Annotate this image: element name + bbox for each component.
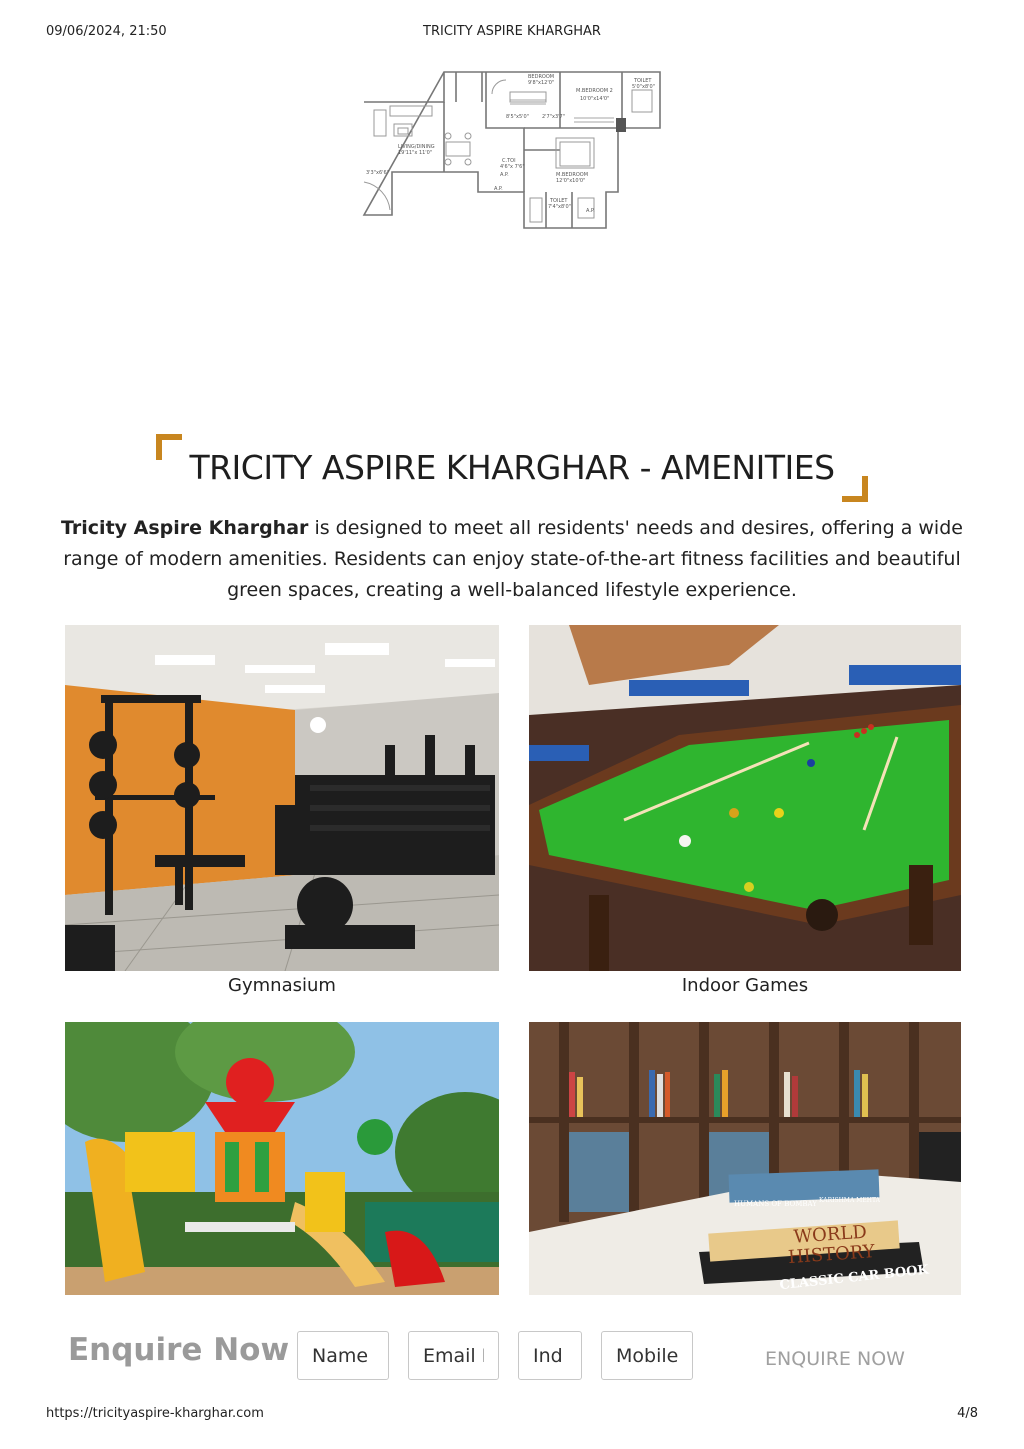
fp-label-ap-1: A.P. bbox=[500, 172, 509, 178]
fp-label-ap-3: A.P. bbox=[586, 208, 595, 214]
fp-label-m-bedroom-size: 12'0"x10'0" bbox=[556, 178, 586, 184]
amenity-card-gymnasium bbox=[65, 625, 499, 1000]
print-header bbox=[46, 24, 978, 42]
amenities-title-block bbox=[150, 432, 874, 504]
amenity-card-indoor-games bbox=[529, 625, 961, 1000]
enquire-now-heading: Enquire Now bbox=[68, 1332, 290, 1368]
gymnasium-photo bbox=[65, 625, 499, 971]
fp-label-toilet-bottom-size: 7'4"x8'0" bbox=[548, 204, 572, 210]
fp-label-passage-size: 8'5"x5'0" bbox=[506, 114, 530, 120]
fp-label-balcony-size: 3'3"x6'6" bbox=[366, 170, 390, 176]
book-title-humans: HUMANS OF BOMBAY bbox=[734, 1200, 817, 1208]
fp-label-toilet-bottom: TOILET bbox=[550, 198, 568, 204]
fp-label-m-bedroom: M.BEDROOM bbox=[556, 172, 589, 178]
fp-label-m-bedroom-2: M.BEDROOM 2 bbox=[576, 88, 613, 94]
print-title: TRICITY ASPIRE KHARGHAR bbox=[423, 24, 601, 39]
indoor-games-photo bbox=[529, 625, 961, 971]
mobile-input[interactable] bbox=[601, 1331, 693, 1380]
print-url: https://tricityaspire-kharghar.com bbox=[46, 1406, 264, 1421]
fp-label-kitchen-size: 4'6"x 7'6" bbox=[500, 164, 525, 170]
name-input[interactable] bbox=[297, 1331, 389, 1380]
fp-label-toilet-top: TOILET bbox=[634, 78, 652, 84]
country-code-input[interactable] bbox=[518, 1331, 582, 1380]
enquiry-form bbox=[0, 1320, 1024, 1400]
fp-label-bedroom: BEDROOM bbox=[528, 74, 555, 80]
fp-label-toilet-top-size: 5'0"x8'0" bbox=[632, 84, 656, 90]
fp-label-ap-2: A.P. bbox=[494, 186, 503, 192]
print-footer bbox=[46, 1406, 978, 1424]
fp-label-kitchen: C.TOI bbox=[502, 158, 516, 164]
print-datetime: 09/06/2024, 21:50 bbox=[46, 24, 167, 39]
amenities-section-title: TRICITY ASPIRE KHARGHAR - AMENITIES bbox=[189, 448, 835, 487]
kids-play-area-photo bbox=[65, 1022, 499, 1295]
gymnasium-caption: Gymnasium bbox=[228, 975, 336, 996]
print-page-number: 4/8 bbox=[957, 1406, 978, 1421]
library-photo bbox=[529, 1022, 961, 1295]
amenity-card-kids-play-area bbox=[65, 1022, 499, 1295]
book-title-classic-car: CLASSIC CAR BOOK bbox=[778, 1262, 930, 1294]
fp-label-living-dining: LIVING/DINING bbox=[398, 144, 435, 150]
book-title-world: WORLD bbox=[792, 1221, 868, 1248]
floor-plan-image bbox=[360, 70, 666, 270]
enquire-now-button[interactable]: ENQUIRE NOW bbox=[740, 1342, 930, 1376]
intro-project-name: Tricity Aspire Kharghar bbox=[61, 517, 309, 539]
book-author-karishma: KARISHMA MEHTA bbox=[819, 1197, 880, 1204]
indoor-games-caption: Indoor Games bbox=[681, 975, 809, 996]
fp-label-bedroom-size: 9'8"x12'0" bbox=[528, 80, 555, 86]
email-input[interactable] bbox=[408, 1331, 499, 1380]
amenity-card-library bbox=[529, 1022, 961, 1295]
intro-text: is designed to meet all residents' needs and desires, offering a wide range of modern amenities. Residents can enjoy state-of-the-art fitness facilities and beautiful green spaces, creating a well-balanced lifestyle experience. bbox=[63, 517, 963, 601]
bracket-bottom-right-decoration bbox=[842, 476, 868, 502]
fp-label-wc-size: 2'7"x3'7" bbox=[542, 114, 566, 120]
book-title-history: HISTORY bbox=[787, 1241, 876, 1269]
amenities-intro-paragraph bbox=[60, 513, 964, 606]
fp-label-living-dining-size: 19'11"x 11'0" bbox=[398, 150, 433, 156]
fp-label-m-bedroom-2-size: 10'0"x14'0" bbox=[580, 96, 610, 102]
